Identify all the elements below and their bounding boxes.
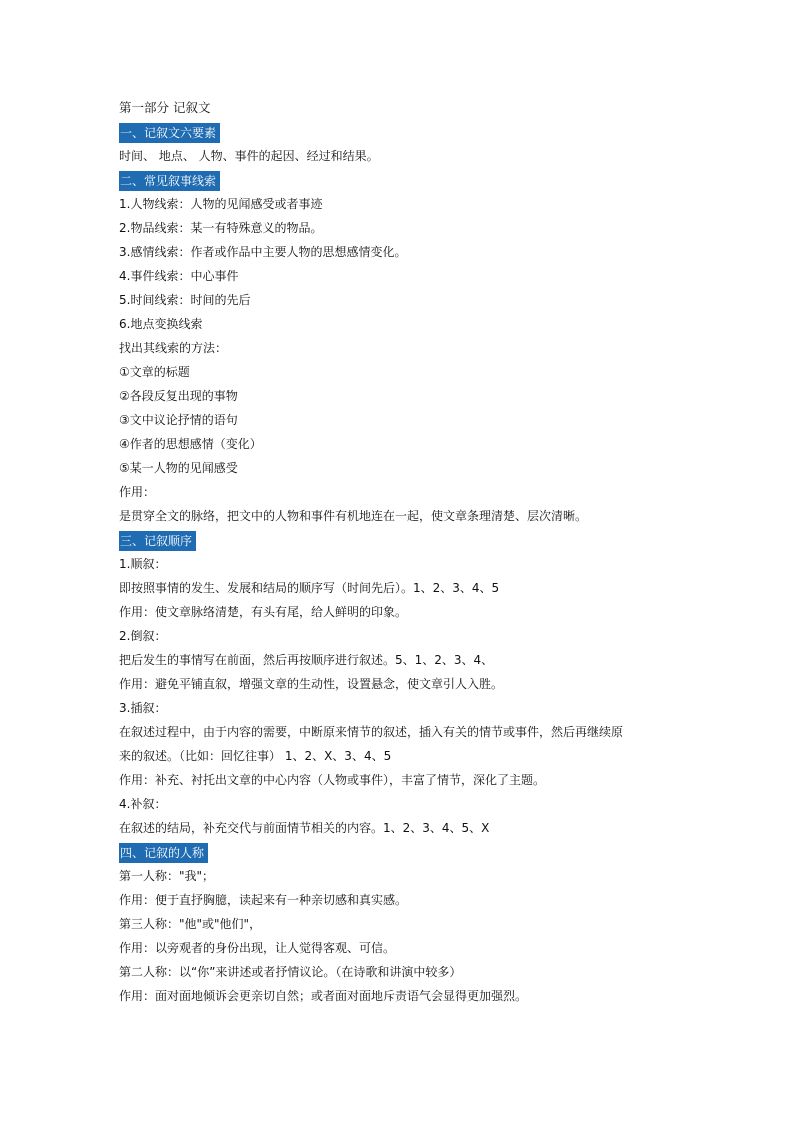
text-line: 找出其线索的方法： xyxy=(119,341,228,355)
text-line: 作用： xyxy=(119,485,156,499)
section-heading-row xyxy=(119,528,699,552)
text-line: 在叙述过程中，由于内容的需要，中断原来情节的叙述，插入有关的情节或事件，然后再继续原 xyxy=(119,725,624,739)
text-line: 2.倒叙： xyxy=(119,629,167,643)
text-line: 3.插叙： xyxy=(119,701,167,715)
text-line: 作用：便于直抒胸臆，读起来有一种亲切感和真实感。 xyxy=(119,893,408,907)
text-line: 4.补叙： xyxy=(119,797,167,811)
text-line: 2.物品线索：某一有特殊意义的物品。 xyxy=(119,221,323,235)
text-line: 4.事件线索：中心事件 xyxy=(119,269,239,283)
section-heading-row xyxy=(119,168,699,192)
text-line: 作用：避免平铺直叙，增强文章的生动性，设置悬念，使文章引人入胜。 xyxy=(119,677,504,691)
text-line: 1.顺叙： xyxy=(119,557,167,571)
text-line: 是贯穿全文的脉络，把文中的人物和事件有机地连在一起，使文章条理清楚、层次清晰。 xyxy=(119,509,588,523)
text-line: ②各段反复出现的事物 xyxy=(119,389,238,403)
text-line: 在叙述的结局，补充交代与前面情节相关的内容。1、2、3、4、5、X xyxy=(119,821,490,835)
section-heading-row xyxy=(119,840,699,864)
section-heading-elements: 一、记叙文六要素 xyxy=(119,123,220,143)
document-page xyxy=(119,96,699,1008)
text-line: 5.时间线索：时间的先后 xyxy=(119,293,251,307)
text-line: ⑤某一人物的见闻感受 xyxy=(119,461,238,475)
text-line: 第二人称：以“你”来讲述或者抒情议论。（在诗歌和讲演中较多） xyxy=(119,965,462,979)
section-heading-order: 三、记叙顺序 xyxy=(119,531,196,551)
text-line: 作用：面对面地倾诉会更亲切自然；或者面对面地斥责语气会显得更加强烈。 xyxy=(119,989,528,1003)
text-line: ④作者的思想感情（变化） xyxy=(119,437,262,451)
text-line: 时间、 地点、 人物、事件的起因、经过和结果。 xyxy=(119,149,379,163)
text-line: 第一人称："我"； xyxy=(119,869,215,883)
section-heading-person: 四、记叙的人称 xyxy=(119,843,208,863)
text-line: 即按照事情的发生、发展和结局的顺序写（时间先后）。1、2、3、4、5 xyxy=(119,581,500,595)
text-line: 作用：以旁观者的身份出现，让人觉得客观、可信。 xyxy=(119,941,396,955)
section-heading-clues: 二、常见叙事线索 xyxy=(119,171,220,191)
section-heading-row xyxy=(119,120,699,144)
text-line: 1.人物线索：人物的见闻感受或者事迹 xyxy=(119,197,323,211)
document-title: 第一部分 记叙文 xyxy=(119,100,211,115)
text-line: ①文章的标题 xyxy=(119,365,190,379)
text-line: 作用：补充、衬托出文章的中心内容（人物或事件），丰富了情节，深化了主题。 xyxy=(119,773,546,787)
text-line: 作用：使文章脉络清楚，有头有尾，给人鲜明的印象。 xyxy=(119,605,408,619)
text-line: ③文中议论抒情的语句 xyxy=(119,413,238,427)
text-line: 把后发生的事情写在前面，然后再按顺序进行叙述。5、1、2、3、4、 xyxy=(119,653,494,667)
text-line: 第三人称："他"或"他们"， xyxy=(119,917,262,931)
text-line: 6.地点变换线索 xyxy=(119,317,203,331)
text-line: 来的叙述。（比如：回忆往事） 1、2、X、3、4、5 xyxy=(119,749,392,763)
text-line: 3.感情线索：作者或作品中主要人物的思想感情变化。 xyxy=(119,245,407,259)
